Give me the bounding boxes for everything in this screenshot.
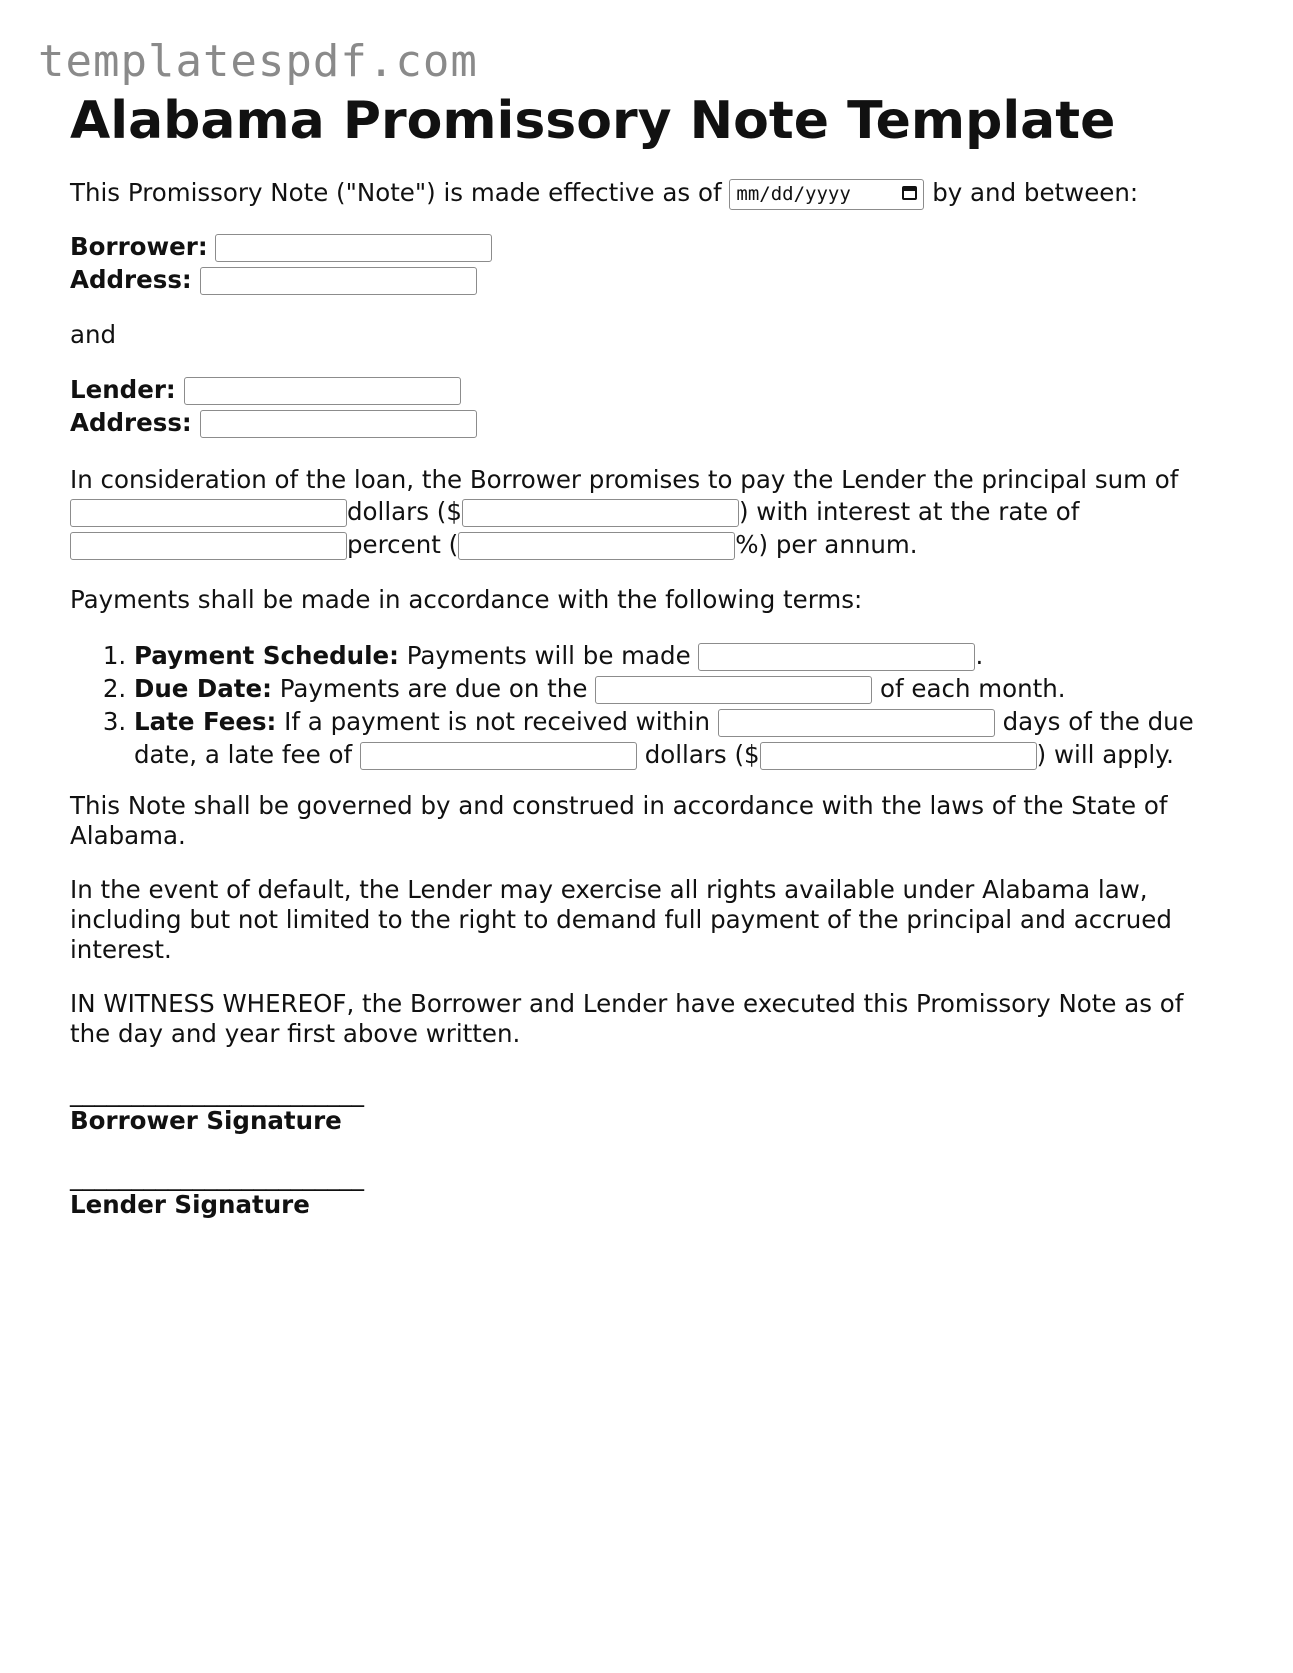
list-item — [134, 639, 1220, 672]
list-item — [134, 705, 1220, 771]
principal-words-input[interactable] — [70, 499, 347, 527]
borrower-signature-label: Borrower Signature — [70, 1106, 342, 1135]
borrower-label: Borrower: — [70, 232, 208, 261]
period: . — [975, 641, 984, 670]
calendar-icon[interactable] — [902, 186, 917, 200]
principal-amount-input[interactable] — [462, 499, 739, 527]
per-annum-text: %) per annum. — [735, 530, 918, 559]
payment-schedule-label: Payment Schedule: — [134, 641, 399, 670]
payment-schedule-input[interactable] — [698, 643, 975, 671]
lender-name-input[interactable] — [184, 377, 461, 405]
due-date-end: of each month. — [880, 674, 1066, 703]
consideration-text: In consideration of the loan, the Borrower promises to pay the Lender the principal sum of — [70, 465, 1179, 494]
due-date-text: Payments are due on the — [279, 674, 588, 703]
date-placeholder: mm/dd/yyyy — [736, 182, 851, 205]
borrower-signature-line[interactable]: ________________________ — [70, 1078, 364, 1107]
intro-text: This Promissory Note ("Note") is made effective as of — [70, 178, 722, 207]
lender-label: Lender: — [70, 375, 176, 404]
interest-text: ) with interest at the rate of — [738, 497, 1080, 526]
lender-address-row — [70, 406, 1220, 439]
default-paragraph: In the event of default, the Lender may exercise all rights available under Alabama law, including but not limited to the right to demand full payment of the principal and accrued interest. — [70, 875, 1172, 964]
borrower-name-row — [70, 230, 1220, 263]
terms-intro: Payments shall be made in accordance with the following terms: — [70, 585, 863, 614]
late-fees-label: Late Fees: — [134, 707, 277, 736]
percent-label: percent ( — [347, 530, 459, 559]
lender-block — [70, 373, 1220, 439]
late-fee-amount-input[interactable] — [760, 742, 1037, 770]
lender-name-row — [70, 373, 1220, 406]
governing-law-paragraph: This Note shall be governed by and construed in accordance with the laws of the State of Alabama. — [70, 791, 1168, 850]
borrower-address-input[interactable] — [200, 267, 477, 295]
interest-rate-input[interactable] — [458, 532, 735, 560]
borrower-name-input[interactable] — [215, 234, 492, 262]
watermark: templatespdf.com — [38, 36, 478, 87]
lender-address-label: Address: — [70, 408, 192, 437]
witness-paragraph: IN WITNESS WHEREOF, the Borrower and Lender have executed this Promissory Note as of the day and year first above written. — [70, 989, 1184, 1048]
intro-paragraph — [70, 173, 1220, 213]
principal-row — [70, 495, 1220, 528]
and-text: and — [70, 320, 117, 349]
late-fee-dollars-label: dollars ($ — [644, 740, 760, 769]
borrower-signature-block — [70, 1079, 1220, 1135]
document-body — [70, 86, 1220, 1219]
interest-row — [70, 528, 1220, 561]
lender-address-input[interactable] — [200, 410, 477, 438]
dollars-label: dollars ($ — [347, 497, 462, 526]
terms-list — [70, 639, 1220, 771]
lender-signature-label: Lender Signature — [70, 1190, 310, 1219]
page-title: Alabama Promissory Note Template — [70, 91, 1116, 151]
intro-text-end: by and between: — [932, 178, 1139, 207]
effective-date-input[interactable] — [729, 179, 924, 210]
grace-days-input[interactable] — [718, 709, 995, 737]
late-fee-end: ) will apply. — [1036, 740, 1174, 769]
borrower-address-row — [70, 263, 1220, 296]
list-item — [134, 672, 1220, 705]
lender-signature-block — [70, 1163, 1220, 1219]
late-fees-text: If a payment is not received within — [284, 707, 710, 736]
due-date-label: Due Date: — [134, 674, 272, 703]
late-fee-words-input[interactable] — [360, 742, 637, 770]
borrower-block — [70, 230, 1220, 296]
payment-schedule-text: Payments will be made — [406, 641, 691, 670]
due-date-input[interactable] — [595, 676, 872, 704]
late-fee-days-text: days of the due date, a late fee of — [134, 707, 1194, 769]
lender-signature-line[interactable]: ________________________ — [70, 1162, 364, 1191]
borrower-address-label: Address: — [70, 265, 192, 294]
consideration-paragraph — [70, 464, 1220, 561]
interest-words-input[interactable] — [70, 532, 347, 560]
